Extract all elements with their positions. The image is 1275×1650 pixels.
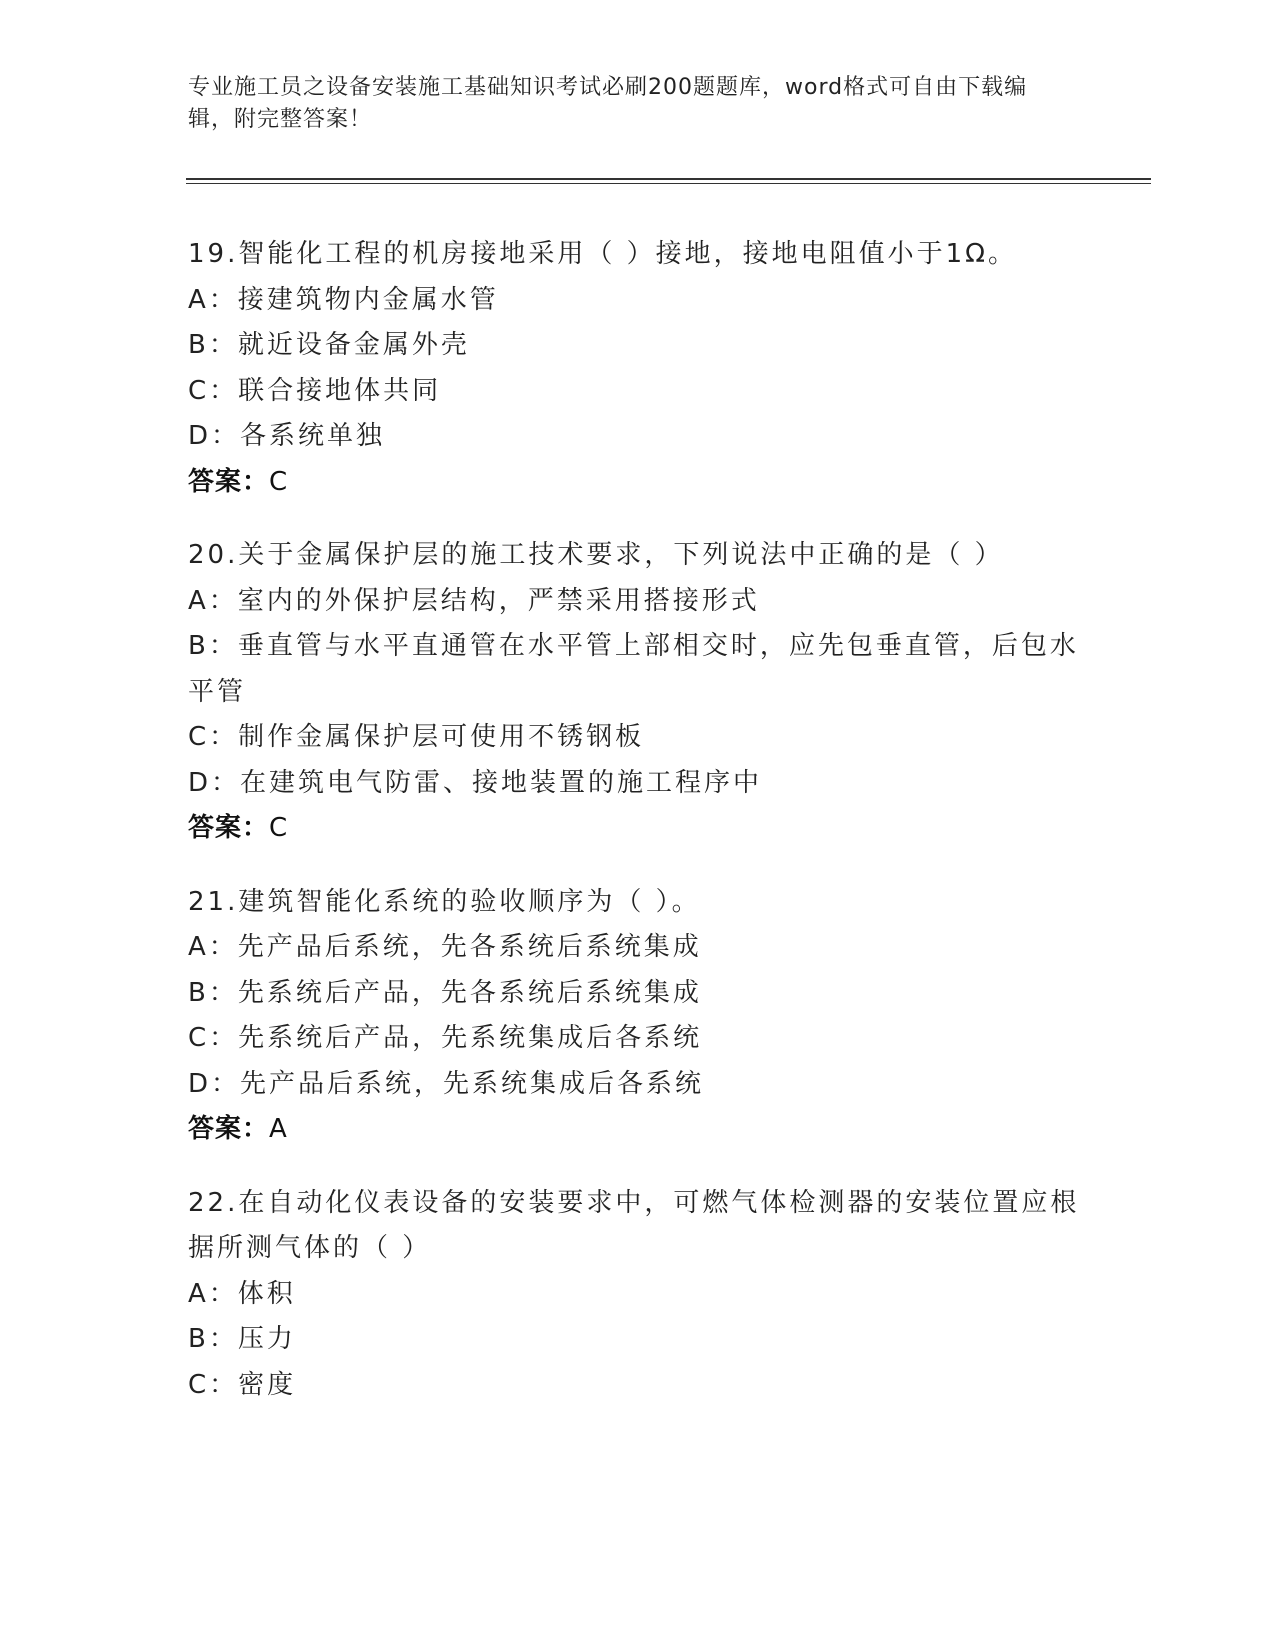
answer-label: 答案： bbox=[188, 466, 270, 497]
option-a: A：先产品后系统，先各系统后系统集成 bbox=[188, 932, 702, 962]
document-header-title: 专业施工员之设备安装施工基础知识考试必刷200题题库，word格式可自由下载编辑，附完整答案！ bbox=[188, 75, 1028, 132]
option-a: A：接建筑物内金属水管 bbox=[188, 284, 499, 315]
question-stem: 19.智能化工程的机房接地采用（ ）接地，接地电阻值小于1Ω。 bbox=[188, 239, 1018, 269]
answer-value: C bbox=[269, 813, 289, 843]
answer-line bbox=[188, 806, 1088, 852]
answer-label: 答案： bbox=[188, 813, 270, 843]
option-b: B：先系统后产品，先各系统后系统集成 bbox=[188, 977, 702, 1008]
option-a: A：体积 bbox=[188, 1278, 296, 1309]
option-c: C：先系统后产品，先系统集成后各系统 bbox=[188, 1023, 703, 1053]
answer-value: A bbox=[269, 1114, 288, 1144]
question-stem: 21.建筑智能化系统的验收顺序为（ ）。 bbox=[188, 886, 701, 917]
option-a: A：室内的外保护层结构，严禁采用搭接形式 bbox=[188, 585, 760, 616]
option-b: B：垂直管与水平直通管在水平管上部相交时，应先包垂直管，后包水平管 bbox=[188, 631, 1079, 707]
question-20 bbox=[188, 533, 1088, 852]
option-c: C：密度 bbox=[188, 1369, 297, 1400]
header-divider-thick bbox=[186, 178, 1151, 180]
option-c: C：制作金属保护层可使用不锈钢板 bbox=[188, 722, 645, 752]
option-b: B：就近设备金属外壳 bbox=[188, 330, 470, 360]
question-stem: 22.在自动化仪表设备的安装要求中，可燃气体检测器的安装位置应根据所测气体的（ ） bbox=[188, 1187, 1080, 1263]
question-21 bbox=[188, 880, 1088, 1153]
option-d: D：在建筑电气防雷、接地装置的施工程序中 bbox=[188, 767, 763, 798]
option-d: D：各系统单独 bbox=[188, 421, 386, 451]
header-divider-thin bbox=[186, 183, 1151, 184]
answer-label: 答案： bbox=[188, 1114, 270, 1144]
question-list bbox=[188, 232, 1088, 1436]
answer-line bbox=[188, 1107, 1088, 1153]
question-19 bbox=[188, 232, 1088, 505]
option-d: D：先产品后系统，先系统集成后各系统 bbox=[188, 1068, 705, 1099]
option-b: B：压力 bbox=[188, 1324, 296, 1354]
question-stem: 20.关于金属保护层的施工技术要求，下列说法中正确的是（ ） bbox=[188, 540, 1004, 570]
answer-line bbox=[188, 460, 1088, 506]
answer-value: C bbox=[269, 466, 289, 497]
question-22 bbox=[188, 1181, 1088, 1409]
option-c: C：联合接地体共同 bbox=[188, 375, 442, 406]
